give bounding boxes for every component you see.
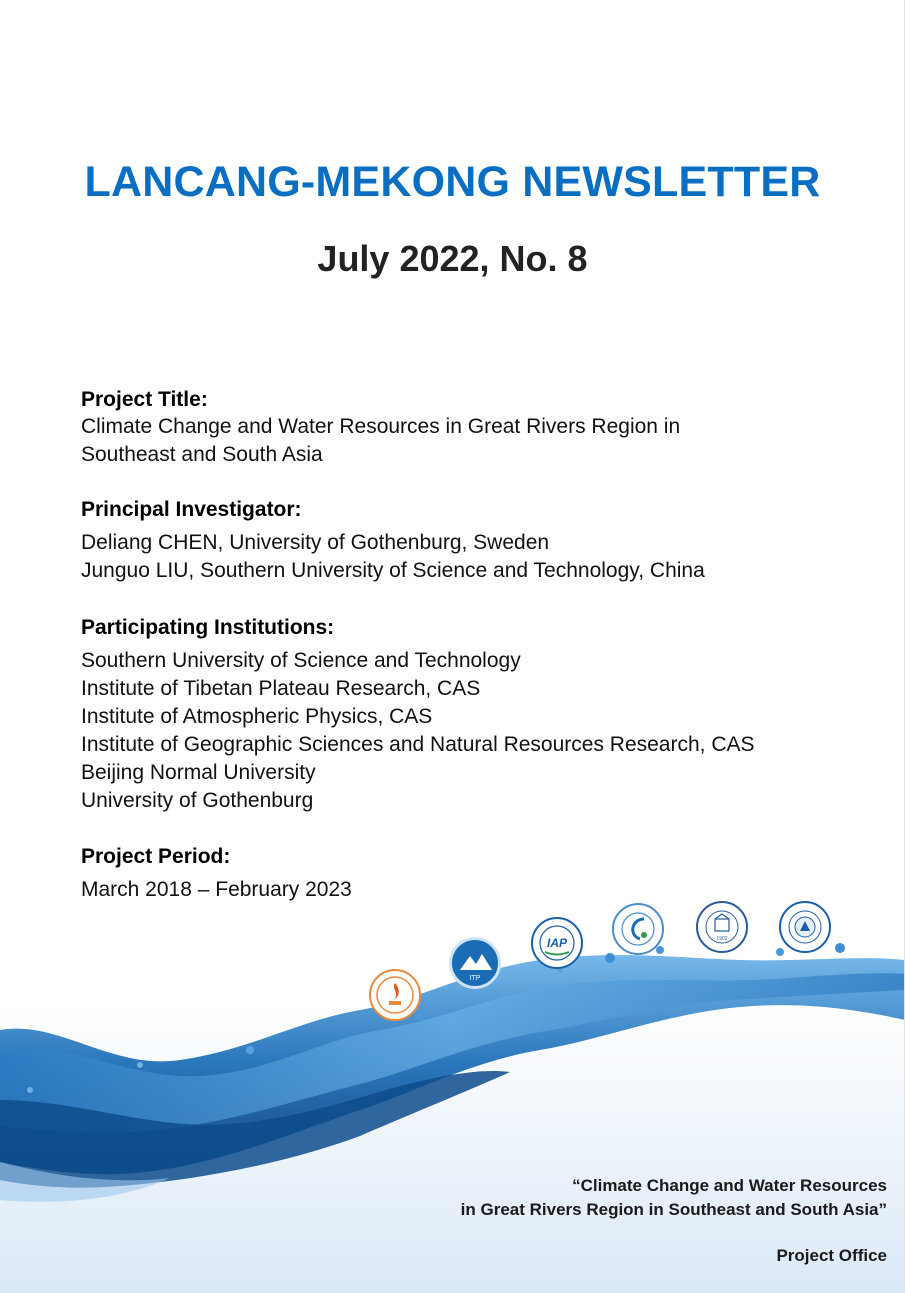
issue-date: July 2022, No. 8: [317, 238, 588, 279]
newsletter-title: LANCANG-MEKONG NEWSLETTER: [84, 158, 821, 206]
project-period-section: [81, 843, 352, 904]
project-period-heading: Project Period:: [81, 845, 231, 868]
project-office-label: Project Office: [776, 1246, 887, 1265]
sustech-emblem-icon: [371, 971, 419, 1019]
bnu-emblem-icon: [698, 903, 746, 951]
footer-quote: [461, 1174, 887, 1222]
gothenburg-logo: [779, 901, 831, 953]
principal-investigator-heading: Principal Investigator:: [81, 498, 302, 521]
participating-institutions-section: [81, 614, 755, 815]
participating-institutions-heading: Participating Institutions:: [81, 616, 335, 639]
itp-logo: [449, 937, 501, 989]
investigator-line: Deliang CHEN, University of Gothenburg, Sweden: [81, 531, 550, 554]
iap-emblem-icon: [533, 919, 581, 967]
bnu-logo: [696, 901, 748, 953]
igsnrr-emblem-icon: [614, 905, 662, 953]
investigator-line: Junguo LIU, Southern University of Science and Technology, China: [81, 559, 705, 582]
project-title-heading: Project Title:: [81, 388, 208, 411]
institution-line: Institute of Atmospheric Physics, CAS: [81, 705, 433, 728]
institution-line: Institute of Geographic Sciences and Natural Resources Research, CAS: [81, 733, 755, 756]
principal-investigator-section: [81, 496, 705, 585]
iap-logo: [531, 917, 583, 969]
svg-text:ITP: ITP: [469, 975, 481, 982]
project-period-value: March 2018 – February 2023: [81, 878, 352, 901]
project-title-line: Southeast and South Asia: [81, 443, 323, 466]
sustech-logo: [369, 969, 421, 1021]
footer-quote-line: “Climate Change and Water Resources: [572, 1176, 887, 1195]
project-title-section: [81, 386, 680, 469]
svg-text:IAP: IAP: [546, 936, 568, 950]
institution-line: University of Gothenburg: [81, 789, 314, 812]
institution-line: Beijing Normal University: [81, 761, 316, 784]
igsnrr-logo: [612, 903, 664, 955]
institution-line: Southern University of Science and Technology: [81, 649, 521, 672]
institution-line: Institute of Tibetan Plateau Research, CAS: [81, 677, 481, 700]
project-title-line: Climate Change and Water Resources in Great Rivers Region in: [81, 415, 681, 438]
svg-text:1902: 1902: [716, 936, 728, 942]
gothenburg-emblem-icon: [781, 903, 829, 951]
itp-mountain-icon: [452, 940, 498, 986]
footer-quote-line: in Great Rivers Region in Southeast and South Asia”: [460, 1200, 887, 1219]
